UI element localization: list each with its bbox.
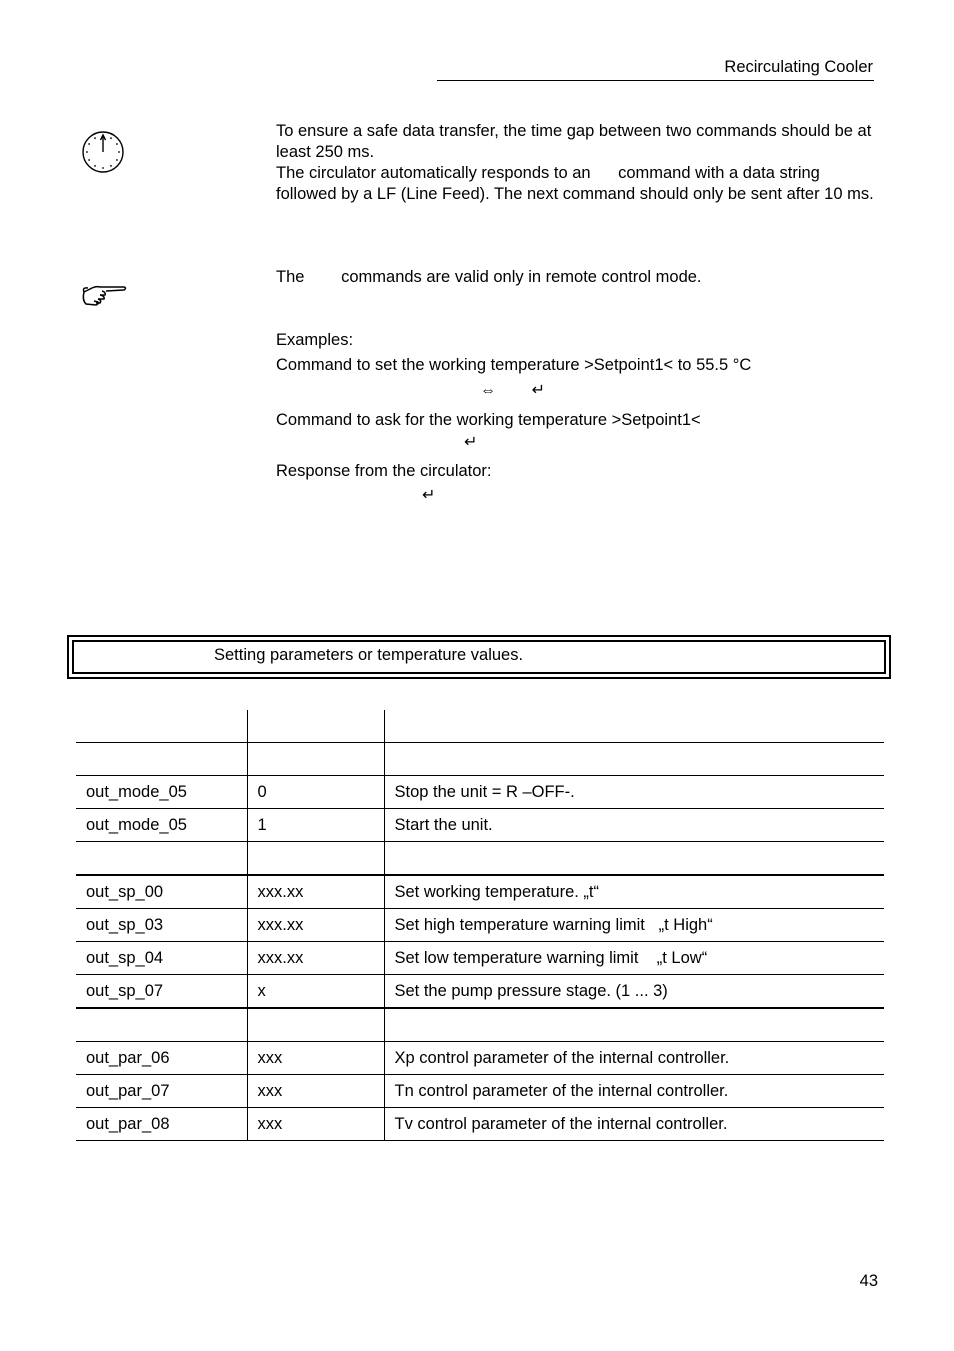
remote-mode-note: The commands are valid only in remote control mode. [276,268,702,286]
pointing-hand-icon [80,282,130,310]
command-section-box [67,635,891,679]
ask-command-symbol: ↵ [464,434,478,451]
description-cell: Tn control parameter of the internal controller. [384,1075,884,1108]
table-row [76,942,884,975]
command-cell [76,1008,247,1042]
value-cell [247,1008,384,1042]
description-cell [384,710,884,743]
timing-note [276,121,876,205]
value-cell: xxx.xx [247,942,384,975]
table-row [76,842,884,876]
command-cell: out_par_07 [76,1075,247,1108]
command-cell: out_sp_04 [76,942,247,975]
description-cell [384,1008,884,1042]
command-cell [76,743,247,776]
description-cell: Set the pump pressure stage. (1 ... 3) [384,975,884,1009]
response-symbol: ↵ [422,487,436,504]
value-cell [247,743,384,776]
description-cell: Set high temperature warning limit „t High“ [384,909,884,942]
header-rule [437,80,874,81]
value-cell: xxx [247,1108,384,1141]
page-number: 43 [859,1272,878,1290]
value-cell: 1 [247,809,384,842]
table-row [76,710,884,743]
table-row [76,1108,884,1141]
description-cell: Set working temperature. „t“ [384,875,884,909]
command-cell: out_sp_03 [76,909,247,942]
description-cell: Tv control parameter of the internal controller. [384,1108,884,1141]
command-cell: out_sp_07 [76,975,247,1009]
command-cell: out_mode_05 [76,776,247,809]
value-cell: xxx [247,1075,384,1108]
table-row [76,1075,884,1108]
set-command-text: Command to set the working temperature >Setpoint1< to 55.5 °C [276,356,752,374]
table-row [76,809,884,842]
value-cell: xxx.xx [247,909,384,942]
value-cell [247,842,384,876]
command-cell: out_par_08 [76,1108,247,1141]
description-cell: Start the unit. [384,809,884,842]
value-cell: 0 [247,776,384,809]
set-command-symbols: ⇔ ↵ [480,382,545,399]
table-row [76,776,884,809]
description-cell: Stop the unit = R –OFF-. [384,776,884,809]
description-cell: Xp control parameter of the internal controller. [384,1042,884,1075]
command-cell: out_par_06 [76,1042,247,1075]
ask-command-text: Command to ask for the working temperature >Setpoint1< [276,411,701,429]
command-cell: out_mode_05 [76,809,247,842]
value-cell: x [247,975,384,1009]
table-row [76,1042,884,1075]
table-row [76,909,884,942]
command-cell: out_sp_00 [76,875,247,909]
timing-note-line2: The circulator automatically responds to an command with a data string followed by a LF (Line Feed). The next command should only be sent after 10 ms. [276,164,874,203]
running-header: Recirculating Cooler [724,58,873,76]
table-row [76,743,884,776]
clock-icon [80,129,126,175]
table-row [76,1008,884,1042]
command-section-description: Setting parameters or temperature values. [214,646,524,664]
description-cell: Set low temperature warning limit „t Low“ [384,942,884,975]
command-table [76,710,884,1141]
response-text: Response from the circulator: [276,462,492,480]
value-cell: xxx.xx [247,875,384,909]
command-cell [76,710,247,743]
description-cell [384,842,884,876]
timing-note-line1: To ensure a safe data transfer, the time gap between two commands should be at least 250 ms. [276,122,872,161]
value-cell: xxx [247,1042,384,1075]
table-row [76,875,884,909]
command-cell [76,842,247,876]
table-row [76,975,884,1009]
value-cell [247,710,384,743]
description-cell [384,743,884,776]
examples-heading: Examples: [276,331,354,349]
